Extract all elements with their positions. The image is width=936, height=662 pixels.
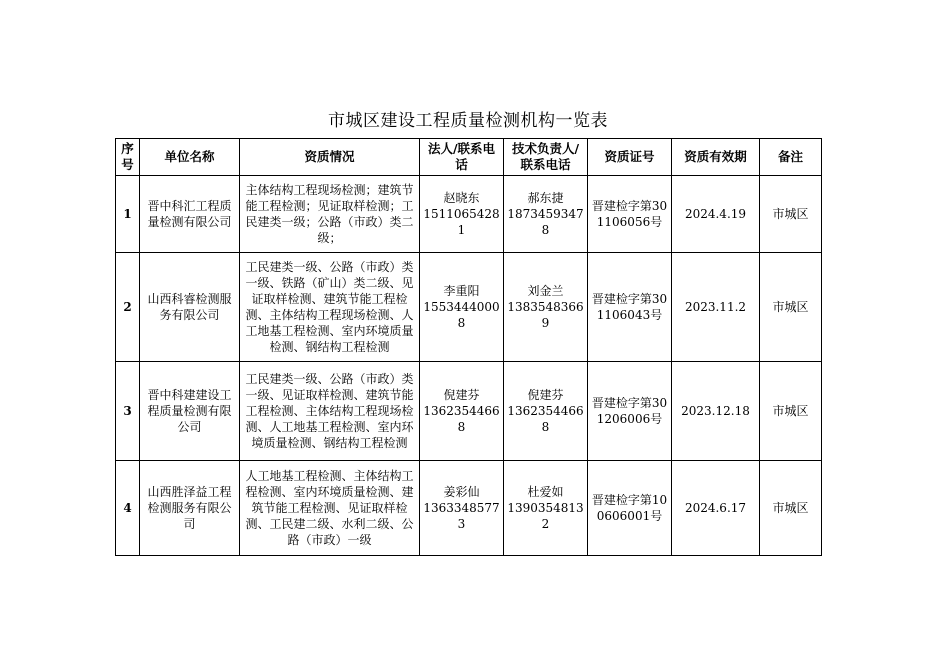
header-legal-rep: 法人/联系电话 xyxy=(420,139,504,176)
tech-lead-phone: 18734593478 xyxy=(507,207,584,237)
tech-lead-cell xyxy=(504,362,588,461)
legal-rep-cell xyxy=(420,362,504,461)
row-index: 3 xyxy=(116,362,140,461)
qualification-cell: 工民建类一级、公路（市政）类一级、铁路（矿山）类二级、见证取样检测、建筑节能工程检测、主体结构工程现场检测、人工地基工程检测、室内环境质量检测、钢结构工程检测 xyxy=(240,253,420,362)
table-row xyxy=(116,461,822,556)
legal-rep-cell xyxy=(420,176,504,253)
remarks-cell: 市城区 xyxy=(760,253,822,362)
remarks-cell: 市城区 xyxy=(760,176,822,253)
legal-rep-phone: 13633485773 xyxy=(423,501,500,531)
legal-rep-phone: 13623544668 xyxy=(423,404,500,434)
tech-lead-cell xyxy=(504,176,588,253)
legal-rep-name: 姜彩仙 xyxy=(443,485,480,499)
header-remarks: 备注 xyxy=(760,139,822,176)
tech-lead-phone: 13623544668 xyxy=(507,404,584,434)
row-index: 1 xyxy=(116,176,140,253)
document-title: 市城区建设工程质量检测机构一览表 xyxy=(328,111,608,131)
tech-lead-name: 倪建芬 xyxy=(527,388,564,402)
header-index: 序号 xyxy=(116,139,140,176)
header-cert-no: 资质证号 xyxy=(588,139,672,176)
table-row xyxy=(116,253,822,362)
legal-rep-phone: 15110654281 xyxy=(423,207,500,237)
legal-rep-cell xyxy=(420,253,504,362)
validity-cell: 2024.6.17 xyxy=(672,461,760,556)
header-qualification: 资质情况 xyxy=(240,139,420,176)
qualification-cell: 工民建类一级、公路（市政）类一级、见证取样检测、建筑节能工程检测、主体结构工程现场检测、人工地基工程检测、室内环境质量检测、钢结构工程检测 xyxy=(240,362,420,461)
cert-no-cell: 晋建检字第301106043号 xyxy=(588,253,672,362)
qualification-cell: 人工地基工程检测、主体结构工程检测、室内环境质量检测、建筑节能工程检测、见证取样检测、工民建二级、水利二级、公路（市政）一级 xyxy=(240,461,420,556)
validity-cell: 2023.11.2 xyxy=(672,253,760,362)
cert-no-cell: 晋建检字第100606001号 xyxy=(588,461,672,556)
validity-cell: 2023.12.18 xyxy=(672,362,760,461)
table-row xyxy=(116,176,822,253)
tech-lead-phone: 13903548132 xyxy=(507,501,584,531)
legal-rep-cell xyxy=(420,461,504,556)
legal-rep-name: 赵晓东 xyxy=(443,191,480,205)
tech-lead-name: 刘金兰 xyxy=(527,284,564,298)
row-index: 2 xyxy=(116,253,140,362)
legal-rep-name: 李重阳 xyxy=(443,284,480,298)
inspection-agency-table xyxy=(115,138,822,556)
header-unit-name: 单位名称 xyxy=(140,139,240,176)
remarks-cell: 市城区 xyxy=(760,461,822,556)
header-tech-lead: 技术负责人/联系电话 xyxy=(504,139,588,176)
header-validity: 资质有效期 xyxy=(672,139,760,176)
legal-rep-name: 倪建芬 xyxy=(443,388,480,402)
validity-cell: 2024.4.19 xyxy=(672,176,760,253)
row-index: 4 xyxy=(116,461,140,556)
unit-name-cell: 晋中科建建设工程质量检测有限公司 xyxy=(140,362,240,461)
tech-lead-phone: 13835483669 xyxy=(507,300,584,330)
legal-rep-phone: 15534440008 xyxy=(423,300,500,330)
unit-name-cell: 山西胜泽益工程检测服务有限公司 xyxy=(140,461,240,556)
cert-no-cell: 晋建检字第301206006号 xyxy=(588,362,672,461)
remarks-cell: 市城区 xyxy=(760,362,822,461)
unit-name-cell: 山西科睿检测服务有限公司 xyxy=(140,253,240,362)
tech-lead-name: 杜爱如 xyxy=(527,485,564,499)
tech-lead-cell xyxy=(504,461,588,556)
header-row xyxy=(116,139,822,176)
unit-name-cell: 晋中科汇工程质量检测有限公司 xyxy=(140,176,240,253)
table-row xyxy=(116,362,822,461)
cert-no-cell: 晋建检字第301106056号 xyxy=(588,176,672,253)
qualification-cell: 主体结构工程现场检测；建筑节能工程检测；见证取样检测；工民建类一级；公路（市政）类二级； xyxy=(240,176,420,253)
tech-lead-cell xyxy=(504,253,588,362)
tech-lead-name: 郝东捷 xyxy=(527,191,564,205)
